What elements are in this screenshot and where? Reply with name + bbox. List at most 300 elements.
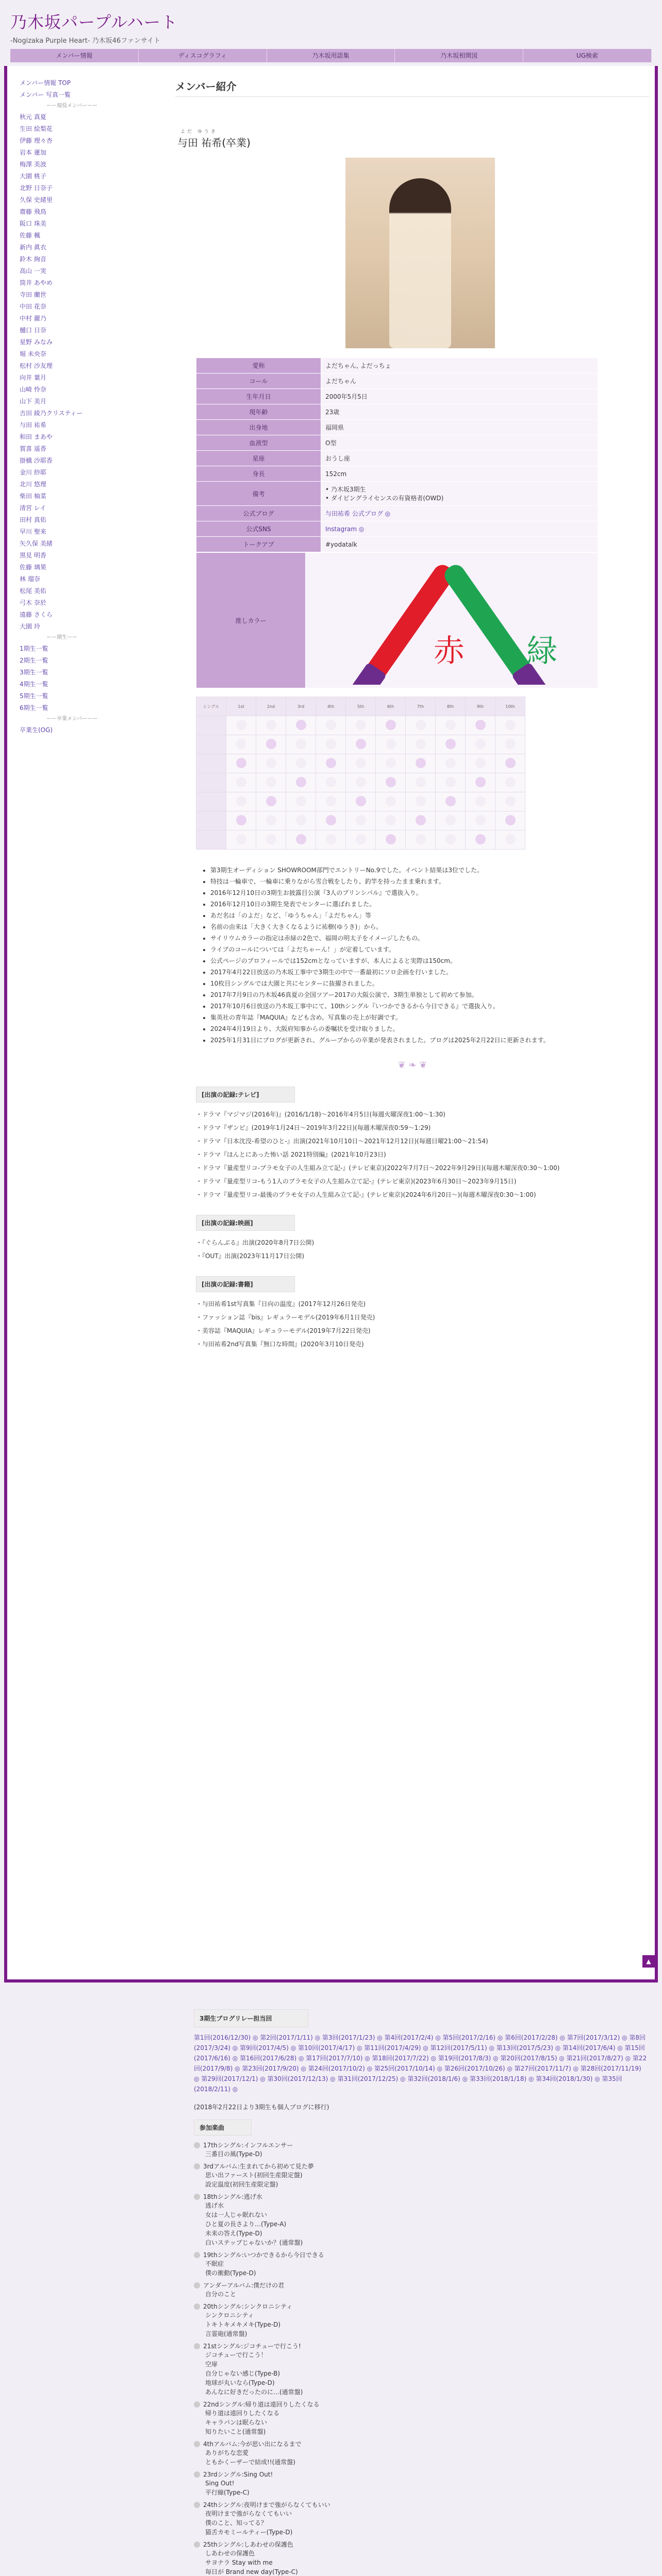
sidebar-member-link[interactable]: 堀 未央奈 [20,350,46,358]
grid-cell [376,735,406,754]
sidebar-member-photos[interactable]: メンバー 写真一覧 [20,91,71,98]
grid-cell [376,831,406,850]
grid-row [196,735,525,754]
grid-cell [286,735,316,754]
sidebar-member-link[interactable]: 佐藤 楓 [20,232,40,239]
profile-value: 23歳 [321,404,598,420]
single-title-row [194,2540,648,2549]
sidebar-member-link[interactable]: 中田 花奈 [20,303,46,310]
grid-mark-icon [445,758,456,768]
single-title-row [194,2302,648,2311]
profile-value: 福岡県 [321,420,598,435]
profile-table [196,358,598,552]
go-top-button[interactable]: ▲ [642,1955,655,1968]
grid-mark-icon [416,815,426,825]
grid-mark-icon [505,739,516,749]
ornament-divider: ❦ ❧ ❦ [398,1060,427,1071]
grid-cell [226,735,256,754]
term-list [15,643,165,714]
section-item: ・ファッション誌『bis』レギュラーモデル(2019年6月1日発売) [196,1314,375,1321]
sidebar-member-link[interactable]: 阪口 珠美 [20,220,46,227]
grid-mark-icon [326,720,336,730]
blog-relay-links[interactable]: 第1回(2016/12/30) ◎ 第2回(2017/1/11) ◎ 第3回(2017/1/23) ◎ 第4回(2017/2/4) ◎ 第5回(2017/2/16) ◎ 第6回(2017/2/28) ◎ 第7回(2017/3/12) ◎ 第8回(2017/3/24) ◎ 第9回(2017/4/5) ◎ 第10回(2017/4/17) ◎ 第11回(2017/4/29) ◎ 第12回(2017/5/11) ◎ 第13回(2017/5/23) ◎ 第14回(2017/6/4) ◎ 第15回(2017/6/16) ◎ 第16回(2017/6/28) ◎ 第17回(2017/7/10) ◎ 第18回(2017/7/22) ◎ 第19回(2017/8/3) ◎ 第20回(2017/8/15) ◎ 第21回(2017/8/27) ◎ 第22回(2017/9/8) ◎ 第23回(2017/9/20) ◎ 第24回(2017/10/2) ◎ 第25回(2017/10/14) ◎ 第26回(2017/10/26) ◎ 第27回(2017/11/7) ◎ 第28回(2017/11/19) ◎ 第29回(2017/12/1) ◎ 第30回(2017/12/13) ◎ 第31回(2017/12/25) ◎ 第32回(2018/1/6) ◎ 第33回(2018/1/18) ◎ 第34回(2018/1/30) ◎ 第35回(2018/2/11) ◎ [194,2034,647,2093]
sidebar-member-link[interactable]: 田村 真佑 [20,516,46,523]
song-item: 僕のこと、知ってる？ [205,2519,268,2527]
grid-header-row [196,697,525,716]
song-item: 僕の衝動(Type-D) [205,2269,256,2277]
member-list [15,111,165,633]
section-list [196,1297,639,1351]
penlight-left-label: 赤 [434,633,465,669]
grid-mark-icon [416,739,426,749]
sidebar-term-link[interactable]: 6期生一覧 [20,704,48,711]
profile-value[interactable]: 与田祐希 公式ブログ ◎ [321,506,598,521]
song-item: ともかくーザーで結成!!(通常盤) [205,2459,295,2466]
single-block [194,2470,648,2497]
single-title: 25thシングル:しあわせの保護色 [203,2541,293,2548]
trivia-item: • ライブのコールについては「よだちゃーん！」が定着しています。 [210,944,654,955]
member-name: 与田 祐希(卒業) [177,137,251,149]
sidebar-member-link[interactable]: 佐藤 璃果 [20,564,46,571]
sidebar-member-link[interactable]: 松尾 美佑 [20,587,46,595]
page-title: メンバー紹介 [175,78,650,97]
grid-cell [316,831,346,850]
single-title: 22ndシングル:帰り道は遠回りしたくなる [203,2401,320,2408]
sidebar-member-link[interactable]: 山崎 怜奈 [20,386,46,393]
single-title: 4thアルバム:今が思い出になるまで [203,2441,302,2448]
single-block [194,2439,648,2467]
trivia-item: • 2016年12月10日の3期生お披露目公演『3人のプリンシパル』で選抜入り。 [210,888,654,898]
grid-mark-icon [296,777,306,787]
single-cover-icon [194,2163,200,2170]
sidebar-member-link[interactable]: 与田 祐希 [20,421,46,429]
grid-cell [406,773,436,792]
grid-cell [316,716,346,735]
sidebar-member-link[interactable]: 早川 聖来 [20,528,46,535]
single-block [194,2192,648,2247]
single-title: 23rdシングル:Sing Out! [203,2471,273,2478]
section-item: ・ドラマ『量産型リコ-最後のプラモ女子の人生組み立て記-』(テレビ東京)(2024年6月20日～)(毎週木曜深夜0:30～1:00) [196,1191,536,1198]
grid-cell [256,735,286,754]
song-item: 地球が丸いなら(Type-D) [205,2379,275,2386]
single-cover-icon [194,2441,200,2447]
section-list [196,1236,639,1263]
profile-row [196,389,598,404]
grid-cell [286,831,316,850]
section-item: ・美容誌『MAQUIA』レギュラーモデル(2019年7月22日発売) [196,1327,371,1334]
sidebar-member-link[interactable]: 筒井 あやめ [20,279,53,286]
sidebar-member-link[interactable]: 齋藤 飛鳥 [20,208,46,215]
site-subtitle: -Nogizaka Purple Heart- 乃木坂46ファンサイト [10,37,160,45]
member-photo [345,158,495,348]
grid-cell [436,811,466,831]
grid-mark-icon [505,834,516,844]
profile-key: コール [196,374,321,389]
grid-mark-icon [386,815,396,825]
grid-mark-icon [386,758,396,768]
grid-cell [436,773,466,792]
grid-cell [316,754,346,773]
song-item: 毎日が Brand new day(Type-C) [205,2568,298,2575]
sidebar-member-link[interactable]: 新内 眞衣 [20,244,46,251]
sidebar-member-link[interactable]: 伊藤 理々杏 [20,137,53,144]
trivia-item: • 特技は一輪車で、一輪車に乗りながら雪合戦をしたり、釣竿を持ったまま乗れます。 [210,876,654,887]
single-title: 17thシングル:インフルエンサー [203,2142,293,2149]
grid-mark-icon [416,834,426,844]
grid-mark-icon [296,720,306,730]
single-cover-icon [194,2282,200,2289]
appearance-sections [175,1087,650,1351]
sidebar-member-link[interactable]: 遠藤 さくら [20,611,53,618]
grid-mark-icon [296,796,306,806]
grid-cell [226,773,256,792]
single-title: 18thシングル:逃げ水 [203,2193,262,2200]
grid-mark-icon [475,777,486,787]
grid-cell [346,792,376,811]
grid-cell [466,792,495,811]
trivia-item: • サイリウムカラーの指定は赤緑の2色で、福岡の明太子をイメージしたもの。 [210,933,654,943]
song-item: 猫舌カモミールティー(Type-D) [205,2529,293,2536]
sidebar-member-link[interactable]: 星野 みなみ [20,338,53,346]
sidebar-member-link[interactable]: 北川 悠理 [20,481,46,488]
sidebar-member-link[interactable]: 久保 史緒里 [20,196,53,204]
profile-key: 出身地 [196,420,321,435]
grid-mark-icon [356,834,366,844]
grid-cell [406,754,436,773]
trivia-item: • あだ名は「のよだ」など、「ゆうちゃん」「よだちゃん」等 [210,910,654,921]
song-item: 女は一人じゃ眠れない [205,2211,268,2218]
grid-mark-icon [416,796,426,806]
sidebar [15,77,165,736]
grid-cell [466,831,495,850]
single-block [194,2250,648,2278]
single-cover-icon [194,2502,200,2508]
grid-cell [466,754,495,773]
song-item: あんなに好きだったのに…(通常盤) [205,2388,303,2396]
grid-mark-icon [326,815,336,825]
grid-mark-icon [236,815,246,825]
grid-cell [466,773,495,792]
sidebar-graduates[interactable]: 卒業生(OG) [20,726,53,734]
single-title-row [194,2250,648,2259]
section-title: [出演の記録:書籍] [196,1276,295,1292]
section-item: ・ドラマ『ほんとにあった怖い話 2021特別編』(2021年10月23日) [196,1151,386,1158]
sidebar-member-link[interactable]: 北野 日奈子 [20,184,53,192]
song-item: 言霊砲(通常盤) [205,2330,247,2337]
trivia-item: • 2017年10月6日放送の乃木坂工事中にて、10thシングル『いつかできるから今日できる』で選抜入り。 [210,1001,654,1011]
blog-note: (2018年2月22日より3期生も個人ブログに移行) [194,2104,329,2111]
grid-cell [495,716,525,735]
grid-row [196,831,525,850]
sidebar-term-link[interactable]: 4期生一覧 [20,681,48,688]
grid-cell [286,773,316,792]
sidebar-member-link[interactable]: 黒見 明香 [20,552,46,559]
grid-mark-icon [475,815,486,825]
grid-cell [436,831,466,850]
profile-row [196,358,598,374]
sidebar-member-link[interactable]: 大園 玲 [20,623,40,630]
grid-mark-icon [505,758,516,768]
sidebar-member-link[interactable]: 高山 一実 [20,267,46,275]
grid-cell [376,754,406,773]
grid-mark-icon [326,739,336,749]
section-item: ・ドラマ『量産型リコ-もう1人のプラモ女子の人生組み立て記-』(テレビ東京)(2023年6月30日～2023年9月15日) [196,1178,517,1185]
penlight-label: 推しカラー [196,553,306,688]
profile-row [196,537,598,552]
sidebar-member-link[interactable]: 吉田 綾乃クリスティー [20,410,83,417]
grid-cell [406,716,436,735]
grid-mark-icon [445,815,456,825]
single-title: アンダーアルバム:僕だけの君 [203,2282,285,2289]
grid-mark-icon [326,758,336,768]
grid-mark-icon [266,758,276,768]
grid-mark-icon [386,739,396,749]
grid-cell [316,773,346,792]
nav-ug-search[interactable]: UG検索 [523,49,652,62]
grid-row [196,811,525,831]
sidebar-member-link[interactable]: 山下 美月 [20,398,46,405]
grid-cell [466,716,495,735]
sidebar-member-link[interactable]: 向井 葉月 [20,374,46,381]
grid-cell [346,754,376,773]
sidebar-member-link[interactable]: 弓木 奈於 [20,599,46,606]
single-title-row [194,2141,648,2149]
song-item: 三番目の風(Type-D) [205,2150,262,2158]
grid-cell [286,811,316,831]
member-name-block [177,128,650,149]
profile-key: 備考 [196,482,321,506]
grid-mark-icon [475,739,486,749]
single-title: 24thシングル:夜明けまで強がらなくてもいい [203,2501,330,2509]
grid-cell [495,792,525,811]
profile-row [196,374,598,389]
grid-cell [376,792,406,811]
grid-cell [256,831,286,850]
grid-cell [495,811,525,831]
grid-mark-icon [296,834,306,844]
single-block [194,2281,648,2299]
site-title[interactable]: 乃木坂パープルハート [10,12,178,32]
grid-cell [226,754,256,773]
sidebar-separator-current: ーー現役メンバーーー [46,103,98,109]
grid-cell [316,792,346,811]
sidebar-separator-grad: ーー卒業メンバーーー [46,716,98,722]
grid-cell [376,773,406,792]
profile-value[interactable]: Instagram ◎ [321,521,598,537]
sidebar-member-link[interactable]: 寺田 蘭世 [20,291,46,298]
profile-row [196,435,598,451]
profile-key: 血液型 [196,435,321,451]
song-item: ありがちな恋愛 [205,2449,249,2456]
sidebar-term-link[interactable]: 5期生一覧 [20,692,48,700]
trivia-item: • 集英社の青年誌『MAQUIA』なども含め、写真集の売上が好調です。 [210,1012,654,1023]
song-item: Sing Out! [205,2480,235,2487]
single-title-row [194,2342,648,2350]
grid-row [196,792,525,811]
sidebar-member-link[interactable]: 鈴木 絢音 [20,256,46,263]
section-item: ・与田祐希2nd写真集『無口な時間』(2020年3月10日発売) [196,1341,364,1348]
sidebar-member-top[interactable]: メンバー情報 TOP [20,79,71,87]
profile-row [196,482,598,506]
section-title: [出演の記録:映画] [196,1215,295,1231]
grid-mark-icon [416,720,426,730]
sidebar-member-link[interactable]: 賀喜 遥香 [20,445,46,452]
grid-mark-icon [326,777,336,787]
trivia-item: • 2024年4月19日より、大阪府知事からの委嘱状を受け取りました。 [210,1024,654,1034]
single-cover-icon [194,2401,200,2408]
grid-mark-icon [356,758,366,768]
grid-cell [286,716,316,735]
grid-mark-icon [445,796,456,806]
sidebar-member-link[interactable]: 松村 沙友理 [20,362,53,369]
grid-mark-icon [356,777,366,787]
sidebar-member-link[interactable]: 樋口 日奈 [20,327,46,334]
grid-cell [226,811,256,831]
grid-cell [346,735,376,754]
grid-cell [436,716,466,735]
sidebar-member-link[interactable]: 矢久保 美緒 [20,540,53,547]
single-block [194,2342,648,2397]
grid-row [196,773,525,792]
grid-cell [436,754,466,773]
nav-glossary[interactable]: 乃木坂用語集 [267,49,395,62]
grid-cell [196,773,226,792]
single-cover-icon [194,2343,200,2349]
grid-mark-icon [475,758,486,768]
song-item: 平行線(Type-C) [205,2489,250,2496]
grid-mark-icon [356,720,366,730]
grid-cell [346,716,376,735]
site-header [10,9,652,45]
grid-header-cell: 2nd [256,697,286,716]
single-block [194,2302,648,2338]
sidebar-member-link[interactable]: 秋元 真夏 [20,113,46,121]
grid-cell [226,716,256,735]
grid-mark-icon [356,796,366,806]
single-title-row [194,2162,648,2171]
song-item: ひと夏の長さより…(Type-A) [205,2221,287,2228]
sidebar-member-link[interactable]: 和田 まあや [20,433,53,440]
grid-cell [316,811,346,831]
top-navigation [10,49,652,62]
sidebar-member-link[interactable]: 柴田 柚菜 [20,493,46,500]
member-name-ruby: よだ ゆうき [180,129,218,134]
single-title: 3rdアルバム:生まれてから初めて見た夢 [203,2163,314,2170]
sidebar-term-link[interactable]: 2期生一覧 [20,657,48,664]
trivia-item: • 2017年4月22日放送の乃木坂工事中で3期生の中で一番最初にソロ企画を行いました。 [210,967,654,977]
grid-cell [316,735,346,754]
sidebar-member-link[interactable]: 大園 桃子 [20,173,46,180]
sidebar-member-link[interactable]: 掛橋 沙耶香 [20,457,53,464]
profile-value: #yodatalk [321,537,598,552]
section-item: ・与田祐希1st写真集『日向の温度』(2017年12月26日発売) [196,1300,366,1308]
singles-list [194,2141,648,2576]
single-block [194,2141,648,2159]
grid-mark-icon [236,758,246,768]
sidebar-member-link[interactable]: 中村 麗乃 [20,315,46,322]
grid-mark-icon [266,739,276,749]
nav-member-info[interactable]: メンバー情報 [10,49,139,62]
sidebar-term-link[interactable]: 3期生一覧 [20,669,48,676]
sidebar-term-link[interactable]: 1期生一覧 [20,645,48,652]
profile-key: 公式ブログ [196,506,321,521]
profile-value: 2000年5月5日 [321,389,598,404]
sidebar-member-link[interactable]: 梅澤 美波 [20,161,46,168]
grid-cell [196,811,226,831]
profile-row [196,506,598,521]
nav-discography[interactable]: ディスコグラフィ [139,49,267,62]
sidebar-member-link[interactable]: 金川 紗耶 [20,469,46,476]
sidebar-member-link[interactable]: 林 瑠奈 [20,575,40,583]
section-item: ・『OUT』出演(2023年11月17日公開) [196,1252,305,1260]
penlight-right-label: 緑 [526,633,557,669]
grid-cell [256,773,286,792]
song-item: 帰り道は遠回りしたくなる [205,2410,280,2417]
grid-header-cell: 6th [376,697,406,716]
single-cover-icon [194,2471,200,2478]
single-title-row [194,2281,648,2290]
grid-header-cell: 4th [316,697,346,716]
grid-mark-icon [356,739,366,749]
penlight-table [196,552,598,688]
grid-cell [466,735,495,754]
song-item: キャラバンは眠らない [205,2419,268,2426]
profile-key: 現年齢 [196,404,321,420]
grid-cell [406,831,436,850]
single-title: 20thシングル:シンクロニシティ [203,2303,293,2310]
single-cover-icon [194,2541,200,2548]
grid-cell [196,792,226,811]
grid-mark-icon [266,815,276,825]
grid-mark-icon [416,758,426,768]
grid-mark-icon [266,834,276,844]
song-item: 夜明けまで強がらなくてもいい [205,2510,292,2517]
grid-header-cell: 5th [346,697,376,716]
song-item: 思い出ファースト(初回生産限定盤) [205,2172,303,2179]
grid-mark-icon [386,796,396,806]
single-title-row [194,2500,648,2509]
song-item: ジコチューで行こう！ [205,2351,267,2359]
profile-row [196,420,598,435]
grid-mark-icon [386,834,396,844]
grid-cell [256,811,286,831]
main-content [175,72,650,1351]
grid-header-cell: 10th [495,697,525,716]
nav-relations[interactable]: 乃木坂相関図 [395,49,523,62]
sidebar-member-link[interactable]: 岩本 蓮加 [20,149,46,156]
sidebar-member-link[interactable]: 生田 絵梨花 [20,125,53,132]
grid-mark-icon [266,777,276,787]
profile-value: よだちゃん [321,374,598,389]
songs-title: 参加楽曲 [194,2120,252,2136]
trivia-item: • 2025年1月31日にブログが更新され、グループからの卒業が発表されました。ブログは2025年2月22日に更新されます。 [210,1035,654,1045]
grid-cell [196,754,226,773]
profile-key: 身長 [196,466,321,482]
grid-mark-icon [445,834,456,844]
trivia-item: • 2017年7月9日の乃木坂46真夏の全国ツアー2017の大阪公演で、3期生単独として初めて参加。 [210,990,654,1000]
grid-mark-icon [236,834,246,844]
trivia-list [190,865,654,1045]
grid-cell [376,716,406,735]
section-item: ・ドラマ『量産型リコ-プラモ女子の人生組み立て記-』(テレビ東京)(2022年7月7日～2022年9月29日)(毎週木曜深夜0:30～1:00) [196,1164,560,1172]
grid-mark-icon [505,720,516,730]
song-item: トキトキメキメキ(Type-D) [205,2321,281,2328]
song-item: しあわせの保護色 [205,2550,255,2557]
grid-mark-icon [505,777,516,787]
sidebar-member-link[interactable]: 清宮 レイ [20,504,46,512]
profile-value: よだちゃん, よだっちょ [321,358,598,374]
single-title-row [194,2470,648,2479]
